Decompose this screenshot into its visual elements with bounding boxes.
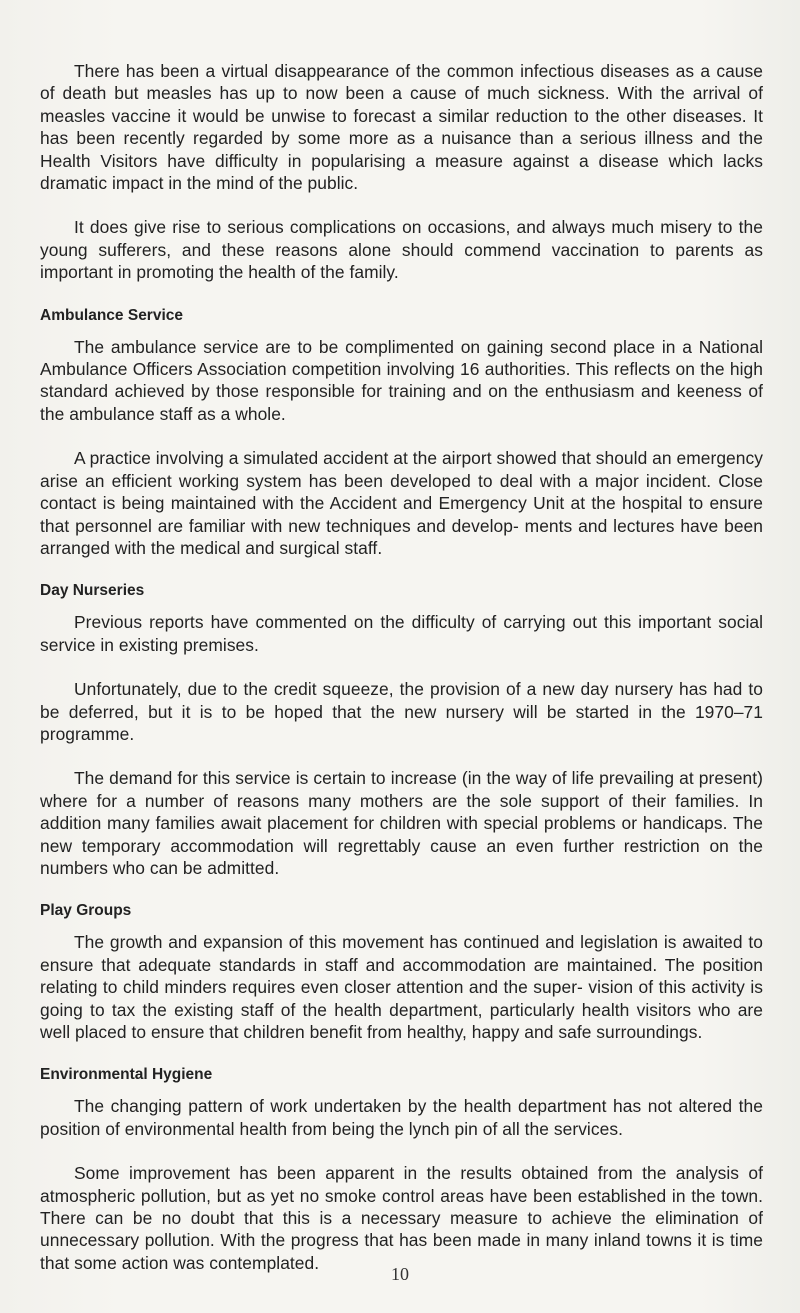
intro-paragraph-1: There has been a virtual disappearance of the common infectious diseases as a cause of death but measles has up to now been a cause of much sickness. With the arrival of measles vaccine it would be unwise to forecast a similar reduction to the other diseases. It has been recently regarded by some more as a nuisance than a serious illness and the Health Visitors have difficulty in popularising a measure against a disease which lacks dramatic impact in the mind of the public. [40, 61, 763, 194]
page-number: 10 [391, 1264, 409, 1284]
section-paragraph: A practice involving a simulated accident at the airport showed that should an emergency arise an efficient working system has been developed to deal with a major incident. Close contact is being maintained with the Accident and Emergency Unit at the hospital to ensure that personnel are familiar with new techniques and develop- ments and lectures have been arranged with the medical and surgical staff. [40, 448, 763, 558]
section-play-groups [40, 901, 763, 1043]
section-paragraph: The changing pattern of work undertaken by the health department has not altered the position of environmental health from being the lynch pin of all the services. [40, 1096, 763, 1139]
section-environmental-hygiene [40, 1065, 763, 1274]
section-heading: Environmental Hygiene [40, 1066, 213, 1084]
intro-paragraph-2: It does give rise to serious complications on occasions, and always much misery to the young sufferers, and these reasons alone should commend vaccination to parents as important in promoting the health of the family. [40, 217, 763, 283]
section-paragraph: Unfortunately, due to the credit squeeze, the provision of a new day nursery has had to be deferred, but it is to be hoped that the new nursery will be started in the 1970–71 programme. [40, 679, 763, 744]
section-paragraph: The ambulance service are to be complimented on gaining second place in a National Ambulance Officers Association competition involving 16 authorities. This reflects on the high standard achieved by those responsible for training and on the enthusiasm and keeness of the ambulance staff as a whole. [40, 336, 763, 424]
section-paragraph: Previous reports have commented on the difficulty of carrying out this important social service in existing premises. [40, 612, 763, 655]
section-heading: Day Nurseries [40, 582, 145, 600]
section-paragraph: Some improvement has been apparent in the results obtained from the analysis of atmospheric pollution, but as yet no smoke control areas have been established in the town. There can be no doubt that this is a necessary measure to achieve the elimination of unnecessary pollution. With the progress that has been made in many inland towns it is time that some action was contemplated. [40, 1163, 763, 1273]
section-heading: Play Groups [40, 902, 132, 920]
section-paragraph: The growth and expansion of this movement has continued and legislation is awaited to ensure that adequate standards in staff and accommodation are maintained. The position relating to child minders requires even closer attention and the super- vision of this activity is going to tax the existing staff of the health department, particularly health visitors who are well placed to ensure that children benefit from healthy, happy and safe surroundings. [40, 932, 763, 1042]
section-ambulance-service [40, 306, 763, 560]
section-paragraph: The demand for this service is certain to increase (in the way of life prevailing at present) where for a number of reasons many mothers are the sole support of their families. In addition many families await placement for children with special problems or handicaps. The new temporary accommodation will regrettably cause an even further restriction on the numbers who can be admitted. [40, 768, 763, 878]
page-content [40, 60, 763, 1296]
section-heading: Ambulance Service [40, 306, 184, 324]
section-day-nurseries [40, 581, 763, 879]
